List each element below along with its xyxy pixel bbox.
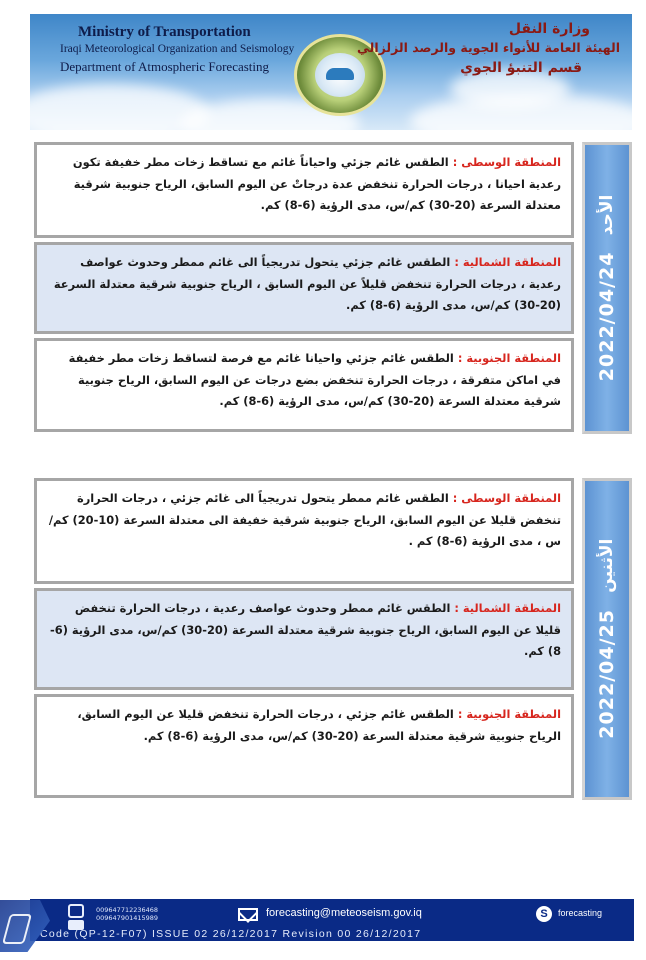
phone-number: 009647901415989 — [96, 914, 159, 922]
region-central-day2 — [34, 478, 574, 584]
region-southern-day1 — [34, 338, 574, 432]
mail-icon — [238, 908, 258, 921]
region-forecast-text: الطقس غائم ممطر يتحول تدريجياً الى غائم جزئي ، درجات الحرارة تنخفض قليلا عن اليوم السابق، الرياح جنوبية شرقية خفيفة الى معتدلة السرعة (10-20) كم/س ، مدى الرؤية (6-8) كم . — [48, 491, 561, 548]
org-name-en: Iraqi Meteorological Organization and Seismology — [60, 43, 295, 55]
footer-bar — [30, 899, 634, 941]
region-name: المنطقة الوسطى : — [452, 491, 561, 505]
region-name: المنطقة الشمالية : — [454, 601, 561, 615]
ministry-name-ar: وزارة النقل — [508, 21, 590, 37]
region-forecast-text: الطقس غائم جزئي واحياناً غائم مع تساقط زخات مطر خفيفة تكون رعدية احيانا ، درجات الحرارة تنخفض عدة درجاتْ عن اليوم السابق، الرياح جنوبية شرقية معتدلة السرعة (20-30) كم/س، مدى الرؤية (6-8) كم. — [72, 155, 561, 212]
phone-number: 009647712236468 — [96, 906, 159, 914]
document-code-line: Code (QP-12-F07) ISSUE 02 26/12/2017 Revision 00 26/12/2017 — [40, 928, 422, 940]
region-forecast-text: الطقس غائم ممطر وحدوث عواصف رعدية ، درجات الحرارة تنخفض قليلا عن اليوم السابق، الرياح جنوبية شرقية معتدلة السرعة (20-30) كم/س، مدى الرؤية (6-8) كم. — [50, 601, 561, 658]
header-banner — [30, 14, 632, 130]
header-english-block — [60, 24, 294, 75]
region-name: المنطقة الجنوبية : — [457, 351, 561, 365]
region-central-day1 — [34, 142, 574, 238]
header-arabic-block — [357, 20, 620, 78]
region-northern-day1 — [34, 242, 574, 334]
region-name: المنطقة الوسطى : — [452, 155, 561, 169]
region-northern-day2 — [34, 588, 574, 690]
phone-numbers — [96, 906, 158, 922]
region-southern-day2 — [34, 694, 574, 798]
forecast-date: 2022/04/25 — [596, 609, 618, 739]
dept-name-ar: قسم التنبؤ الجوي — [460, 60, 582, 76]
region-name: المنطقة الجنوبية : — [457, 707, 561, 721]
forecast-date: 2022/04/24 — [596, 251, 618, 382]
date-tab-day1 — [582, 142, 632, 434]
region-name: المنطقة الشمالية : — [454, 255, 561, 269]
skype-handle: forecasting — [558, 908, 603, 918]
skype-icon: S — [536, 906, 552, 922]
forecast-weekday: الأحد — [597, 194, 617, 236]
date-tab-day2 — [582, 478, 632, 800]
phone-icon — [68, 904, 84, 918]
region-forecast-text: الطقس غائم جزئي واحيانا غائم مع فرصة لتساقط زخات مطر خفيفة في اماكن متفرقة ، درجات الحرارة تنخفض بضع درجات عن اليوم السابق، الرياح جنوبية شرقية معتدلة السرعة (20-30) كم/س، مدى الرؤية (6-8) كم. — [68, 351, 561, 408]
region-forecast-text: الطقس غائم جزئي يتحول تدريجياً الى غائم ممطر وحدوث عواصف رعدية ، درجات الحرارة تنخفض قليلاً عن اليوم السابق ، الرياح جنوبية شرقية معتدلة السرعة (20-30) كم/س، مدى الرؤية (6-8) كم. — [53, 255, 561, 312]
ministry-name-en: Ministry of Transportation — [78, 24, 251, 40]
day-panel-1 — [34, 142, 632, 434]
email-address[interactable]: forecasting@meteoseism.gov.iq — [266, 907, 422, 919]
forecast-weekday: الأثنين — [597, 539, 617, 594]
dept-name-en: Department of Atmospheric Forecasting — [60, 59, 270, 74]
region-forecast-text: الطقس غائم جزئي ، درجات الحرارة تنخفض قليلا عن اليوم السابق، الرياح جنوبية شرقية معتدلة السرعة (20-30) كم/س، مدى الرؤية (6-8) كم. — [77, 707, 561, 743]
org-name-ar: الهيئة العامة للأنواء الجوية والرصد الزلزالي — [357, 40, 620, 55]
day-panel-2 — [34, 478, 632, 800]
